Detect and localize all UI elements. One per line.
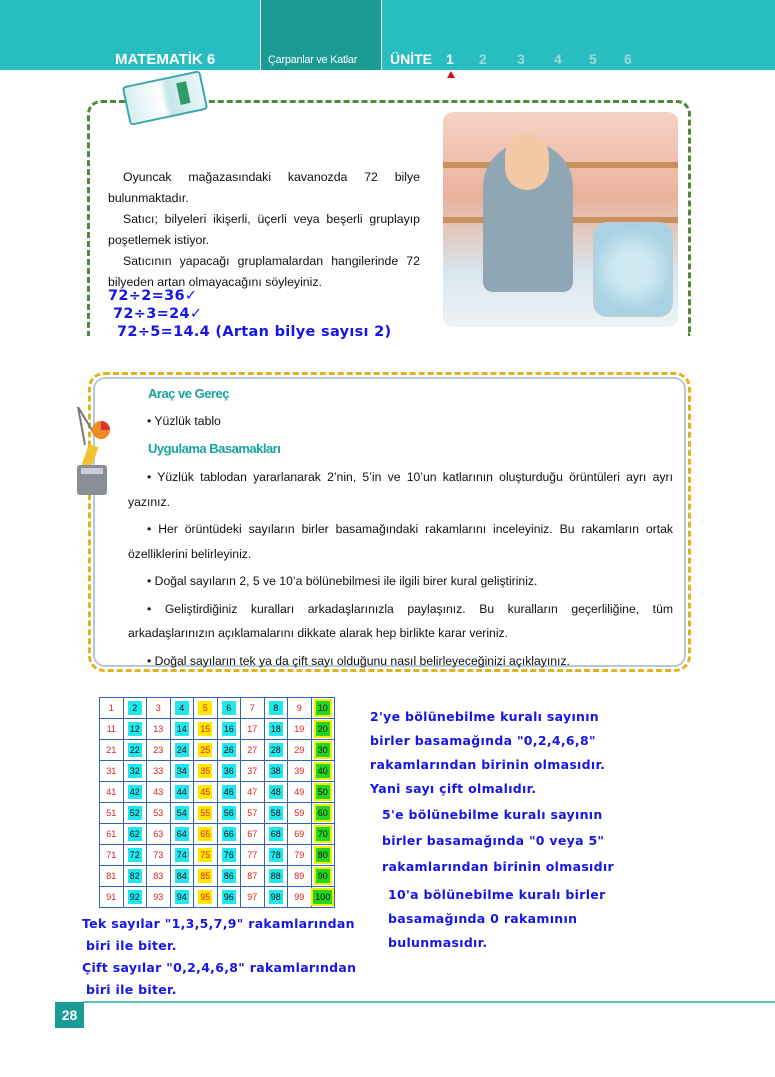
- cell-number: 55: [200, 808, 211, 818]
- number-cell: [288, 719, 312, 740]
- cell-number: 67: [247, 829, 258, 839]
- number-cell: [123, 887, 147, 908]
- cell-number: 21: [106, 745, 117, 755]
- cell-number: 80: [317, 850, 328, 860]
- cell-number: 57: [247, 808, 258, 818]
- tools-heading: Araç ve Gereç: [148, 386, 229, 401]
- number-cell: [123, 866, 147, 887]
- cell-number: 91: [106, 892, 117, 902]
- number-cell: [100, 866, 124, 887]
- unit-3: 3: [517, 51, 525, 67]
- number-cell: [241, 845, 265, 866]
- tool-item: • Yüzlük tablo: [147, 414, 221, 428]
- table-row: [100, 845, 335, 866]
- number-cell: [194, 887, 218, 908]
- number-cell: [217, 845, 241, 866]
- number-cell: [170, 824, 194, 845]
- number-cell: [311, 845, 335, 866]
- cell-number: 66: [223, 829, 234, 839]
- number-cell: [311, 761, 335, 782]
- answer-line: 72÷3=24✓: [113, 306, 203, 322]
- number-cell: [241, 803, 265, 824]
- cell-number: 1: [108, 703, 114, 713]
- rule-line: Yani sayı çift olmalıdır.: [370, 781, 537, 796]
- number-cell: [123, 845, 147, 866]
- handwritten-notes: [82, 913, 356, 1001]
- number-cell: [264, 845, 288, 866]
- number-cell: [170, 740, 194, 761]
- cell-number: 12: [129, 724, 140, 734]
- number-cell: [288, 782, 312, 803]
- number-cell: [241, 740, 265, 761]
- number-cell: [311, 719, 335, 740]
- cell-number: 86: [223, 871, 234, 881]
- cell-number: 6: [222, 701, 236, 715]
- number-cell: [100, 887, 124, 908]
- cell-number: 37: [247, 766, 258, 776]
- cell-number: 81: [106, 871, 117, 881]
- note-line: Çift sayılar "0,2,4,6,8" rakamlarından: [82, 960, 357, 975]
- number-cell: [241, 719, 265, 740]
- cell-number: 41: [106, 787, 117, 797]
- number-cell: [288, 698, 312, 719]
- cell-number: 64: [176, 829, 187, 839]
- number-cell: [288, 866, 312, 887]
- cell-number: 28: [270, 745, 281, 755]
- cell-number: 62: [129, 829, 140, 839]
- number-cell: [147, 740, 171, 761]
- number-cell: [288, 740, 312, 761]
- cell-number: 4: [175, 701, 189, 715]
- number-cell: [147, 782, 171, 803]
- handwritten-rules: [370, 705, 614, 955]
- number-cell: [311, 740, 335, 761]
- number-cell: [123, 824, 147, 845]
- number-cell: [123, 803, 147, 824]
- number-cell: [147, 761, 171, 782]
- number-cell: [147, 698, 171, 719]
- cell-number: 95: [200, 892, 211, 902]
- number-cell: [100, 803, 124, 824]
- number-cell: [241, 761, 265, 782]
- story-text: [108, 167, 420, 293]
- step-item: • Her örüntüdeki sayıların birler basamağındaki rakamlarını inceleyiniz. Bu rakamların ortak özelliklerini belirleyiniz.: [128, 522, 673, 561]
- number-cell: [264, 761, 288, 782]
- toy-shop-illustration: [443, 112, 678, 327]
- table-row: [100, 698, 335, 719]
- cell-number: 76: [223, 850, 234, 860]
- number-cell: [241, 698, 265, 719]
- cell-number: 90: [317, 871, 328, 881]
- number-cell: [217, 740, 241, 761]
- cell-number: 71: [106, 850, 117, 860]
- cell-number: 23: [153, 745, 164, 755]
- cell-number: 88: [270, 871, 281, 881]
- cell-number: 42: [129, 787, 140, 797]
- number-cell: [123, 782, 147, 803]
- cell-number: 14: [176, 724, 187, 734]
- answer-line: 72÷5=14.4 (Artan bilye sayısı 2): [117, 324, 392, 340]
- unit-4: 4: [554, 51, 562, 67]
- cell-number: 92: [129, 892, 140, 902]
- rule-line: rakamlarından birinin olmasıdır.: [370, 757, 606, 772]
- cell-number: 99: [294, 892, 305, 902]
- number-cell: [170, 887, 194, 908]
- number-cell: [147, 824, 171, 845]
- cell-number: 59: [294, 808, 305, 818]
- unit-5: 5: [589, 51, 597, 67]
- steps-heading: Uygulama Basamakları: [148, 441, 281, 456]
- table-row: [100, 824, 335, 845]
- cell-number: 17: [247, 724, 258, 734]
- rule-line: bulunmasıdır.: [388, 935, 488, 950]
- number-cell: [100, 740, 124, 761]
- cell-number: 97: [247, 892, 258, 902]
- cell-number: 70: [317, 829, 328, 839]
- drawing-tools-calculator-icon: [73, 405, 113, 497]
- cell-number: 27: [247, 745, 258, 755]
- cell-number: 77: [247, 850, 258, 860]
- number-cell: [100, 824, 124, 845]
- table-row: [100, 782, 335, 803]
- cell-number: 89: [294, 871, 305, 881]
- number-cell: [288, 824, 312, 845]
- number-cell: [170, 845, 194, 866]
- number-cell: [217, 803, 241, 824]
- number-cell: [147, 719, 171, 740]
- cell-number: 7: [249, 703, 255, 713]
- number-cell: [264, 866, 288, 887]
- number-cell: [194, 803, 218, 824]
- number-cell: [170, 698, 194, 719]
- number-cell: [100, 761, 124, 782]
- cell-number: 68: [270, 829, 281, 839]
- cell-number: 31: [106, 766, 117, 776]
- note-line: biri ile biter.: [86, 982, 177, 997]
- cell-number: 33: [153, 766, 164, 776]
- cell-number: 13: [153, 724, 164, 734]
- table-row: [100, 887, 335, 908]
- cell-number: 3: [155, 703, 161, 713]
- number-cell: [288, 845, 312, 866]
- number-cell: [264, 824, 288, 845]
- number-cell: [288, 803, 312, 824]
- number-cell: [194, 761, 218, 782]
- cell-number: 19: [294, 724, 305, 734]
- number-cell: [311, 866, 335, 887]
- number-cell: [194, 866, 218, 887]
- number-cell: [241, 887, 265, 908]
- story-paragraph: Oyuncak mağazasındaki kavanozda 72 bilye bulunmaktadır.: [108, 170, 420, 205]
- active-unit-marker-icon: [447, 71, 455, 78]
- number-cell: [288, 887, 312, 908]
- cell-number: 48: [270, 787, 281, 797]
- number-cell: [123, 698, 147, 719]
- rule-line: 10'a bölünebilme kuralı birler: [388, 887, 606, 902]
- cell-number: 79: [294, 850, 305, 860]
- number-cell: [100, 845, 124, 866]
- rule-line: birler basamağında "0,2,4,6,8": [370, 733, 596, 748]
- rule-line: birler basamağında "0 veya 5": [382, 833, 605, 848]
- footer-divider: [83, 1001, 775, 1003]
- cell-number: 73: [153, 850, 164, 860]
- cell-number: 5: [198, 701, 212, 715]
- cell-number: 100: [315, 892, 331, 902]
- cell-number: 25: [200, 745, 211, 755]
- cell-number: 34: [176, 766, 187, 776]
- number-cell: [264, 698, 288, 719]
- handwritten-answers: [108, 287, 392, 341]
- number-cell: [194, 740, 218, 761]
- cell-number: 24: [176, 745, 187, 755]
- cell-number: 58: [270, 808, 281, 818]
- number-cell: [217, 866, 241, 887]
- cell-number: 10: [317, 703, 328, 713]
- number-cell: [241, 782, 265, 803]
- cell-number: 46: [223, 787, 234, 797]
- number-cell: [217, 719, 241, 740]
- number-cell: [170, 719, 194, 740]
- number-cell: [170, 866, 194, 887]
- cell-number: 39: [294, 766, 305, 776]
- table-row: [100, 740, 335, 761]
- number-cell: [217, 782, 241, 803]
- cell-number: 29: [294, 745, 305, 755]
- cell-number: 65: [200, 829, 211, 839]
- cell-number: 53: [153, 808, 164, 818]
- cell-number: 50: [317, 787, 328, 797]
- table-row: [100, 719, 335, 740]
- number-cell: [311, 782, 335, 803]
- table-row: [100, 866, 335, 887]
- number-cell: [147, 803, 171, 824]
- number-cell: [241, 866, 265, 887]
- cell-number: 36: [223, 766, 234, 776]
- cell-number: 72: [129, 850, 140, 860]
- table-row: [100, 761, 335, 782]
- number-cell: [311, 824, 335, 845]
- book-title: MATEMATİK 6: [115, 51, 216, 68]
- rule-line: basamağında 0 rakamının: [388, 911, 578, 926]
- number-cell: [217, 824, 241, 845]
- number-cell: [100, 698, 124, 719]
- cell-number: 8: [269, 701, 283, 715]
- cell-number: 74: [176, 850, 187, 860]
- number-cell: [123, 740, 147, 761]
- cell-number: 9: [296, 703, 302, 713]
- cell-number: 63: [153, 829, 164, 839]
- cell-number: 52: [129, 808, 140, 818]
- number-cell: [311, 803, 335, 824]
- number-cell: [147, 866, 171, 887]
- unit-label: ÜNİTE: [390, 51, 432, 67]
- hundred-table: [99, 697, 335, 908]
- cell-number: 20: [317, 724, 328, 734]
- number-cell: [264, 740, 288, 761]
- cell-number: 69: [294, 829, 305, 839]
- number-cell: [264, 887, 288, 908]
- number-cell: [147, 887, 171, 908]
- number-cell: [217, 761, 241, 782]
- cell-number: 84: [176, 871, 187, 881]
- unit-6: 6: [624, 51, 632, 67]
- cell-number: 61: [106, 829, 117, 839]
- cell-number: 22: [129, 745, 140, 755]
- cell-number: 38: [270, 766, 281, 776]
- cell-number: 32: [129, 766, 140, 776]
- number-cell: [194, 845, 218, 866]
- number-cell: [194, 719, 218, 740]
- rule-line: 5'e bölünebilme kuralı sayının: [382, 807, 603, 822]
- number-cell: [311, 887, 335, 908]
- cell-number: 56: [223, 808, 234, 818]
- cell-number: 15: [200, 724, 211, 734]
- cell-number: 78: [270, 850, 281, 860]
- number-cell: [264, 782, 288, 803]
- cell-number: 75: [200, 850, 211, 860]
- unit-2: 2: [479, 51, 487, 67]
- page-number: 28: [55, 1002, 84, 1028]
- cell-number: 16: [223, 724, 234, 734]
- step-item: • Geliştirdiğiniz kuralları arkadaşlarınızla paylaşınız. Bu kuralların geçerliliğine, tüm arkadaşlarınızın açıklamalarını dikkate alarak hep birlikte karar veriniz.: [128, 601, 673, 640]
- page-header: [0, 0, 775, 70]
- cell-number: 96: [223, 892, 234, 902]
- cell-number: 2: [128, 701, 142, 715]
- cell-number: 26: [223, 745, 234, 755]
- chapter-title: Çarpanlar ve Katlar: [268, 54, 358, 66]
- number-cell: [194, 782, 218, 803]
- cell-number: 49: [294, 787, 305, 797]
- cell-number: 98: [270, 892, 281, 902]
- number-cell: [264, 719, 288, 740]
- cell-number: 18: [270, 724, 281, 734]
- number-cell: [170, 803, 194, 824]
- cell-number: 54: [176, 808, 187, 818]
- number-cell: [194, 698, 218, 719]
- number-cell: [123, 719, 147, 740]
- cell-number: 30: [317, 745, 328, 755]
- cell-number: 40: [317, 766, 328, 776]
- cell-number: 85: [200, 871, 211, 881]
- number-cell: [147, 845, 171, 866]
- step-item: • Yüzlük tablodan yararlanarak 2’nin, 5’in ve 10’un katlarının oluşturduğu örüntüleri ayrı ayrı yazınız.: [128, 470, 673, 509]
- cell-number: 51: [106, 808, 117, 818]
- note-line: biri ile biter.: [86, 938, 177, 953]
- number-cell: [194, 824, 218, 845]
- steps-list: [128, 465, 673, 676]
- cell-number: 44: [176, 787, 187, 797]
- number-cell: [264, 803, 288, 824]
- number-cell: [170, 761, 194, 782]
- rule-line: rakamlarından birinin olmasıdır: [382, 859, 614, 874]
- cell-number: 94: [176, 892, 187, 902]
- rule-line: 2'ye bölünebilme kuralı sayının: [370, 709, 600, 724]
- story-paragraph: Satıcı; bilyeleri ikişerli, üçerli veya beşerli gruplayıp poşetlemek istiyor.: [108, 212, 420, 247]
- cell-number: 45: [200, 787, 211, 797]
- number-cell: [100, 782, 124, 803]
- table-row: [100, 803, 335, 824]
- number-cell: [217, 698, 241, 719]
- step-item: • Doğal sayıların 2, 5 ve 10’a bölünebilmesi ile ilgili birer kural geliştiriniz.: [147, 574, 538, 588]
- unit-1: 1: [446, 51, 454, 67]
- cell-number: 35: [200, 766, 211, 776]
- number-cell: [288, 761, 312, 782]
- cell-number: 43: [153, 787, 164, 797]
- cell-number: 87: [247, 871, 258, 881]
- number-cell: [241, 824, 265, 845]
- number-cell: [217, 887, 241, 908]
- number-cell: [311, 698, 335, 719]
- cell-number: 11: [106, 724, 116, 734]
- story-paragraph: Satıcının yapacağı gruplamalardan hangilerinde 72 bilyeden artan olmayacağını söyleyiniz.: [108, 254, 420, 289]
- note-line: Tek sayılar "1,3,5,7,9" rakamlarından: [82, 916, 355, 931]
- cell-number: 83: [153, 871, 164, 881]
- number-cell: [100, 719, 124, 740]
- cell-number: 82: [129, 871, 140, 881]
- step-item: • Doğal sayıların tek ya da çift sayı olduğunu nasıl belirleyeceğinizi açıklayınız.: [147, 653, 570, 668]
- cell-number: 47: [247, 787, 258, 797]
- number-cell: [170, 782, 194, 803]
- cell-number: 93: [153, 892, 164, 902]
- answer-line: 72÷2=36✓: [108, 288, 198, 304]
- cell-number: 60: [317, 808, 328, 818]
- number-cell: [123, 761, 147, 782]
